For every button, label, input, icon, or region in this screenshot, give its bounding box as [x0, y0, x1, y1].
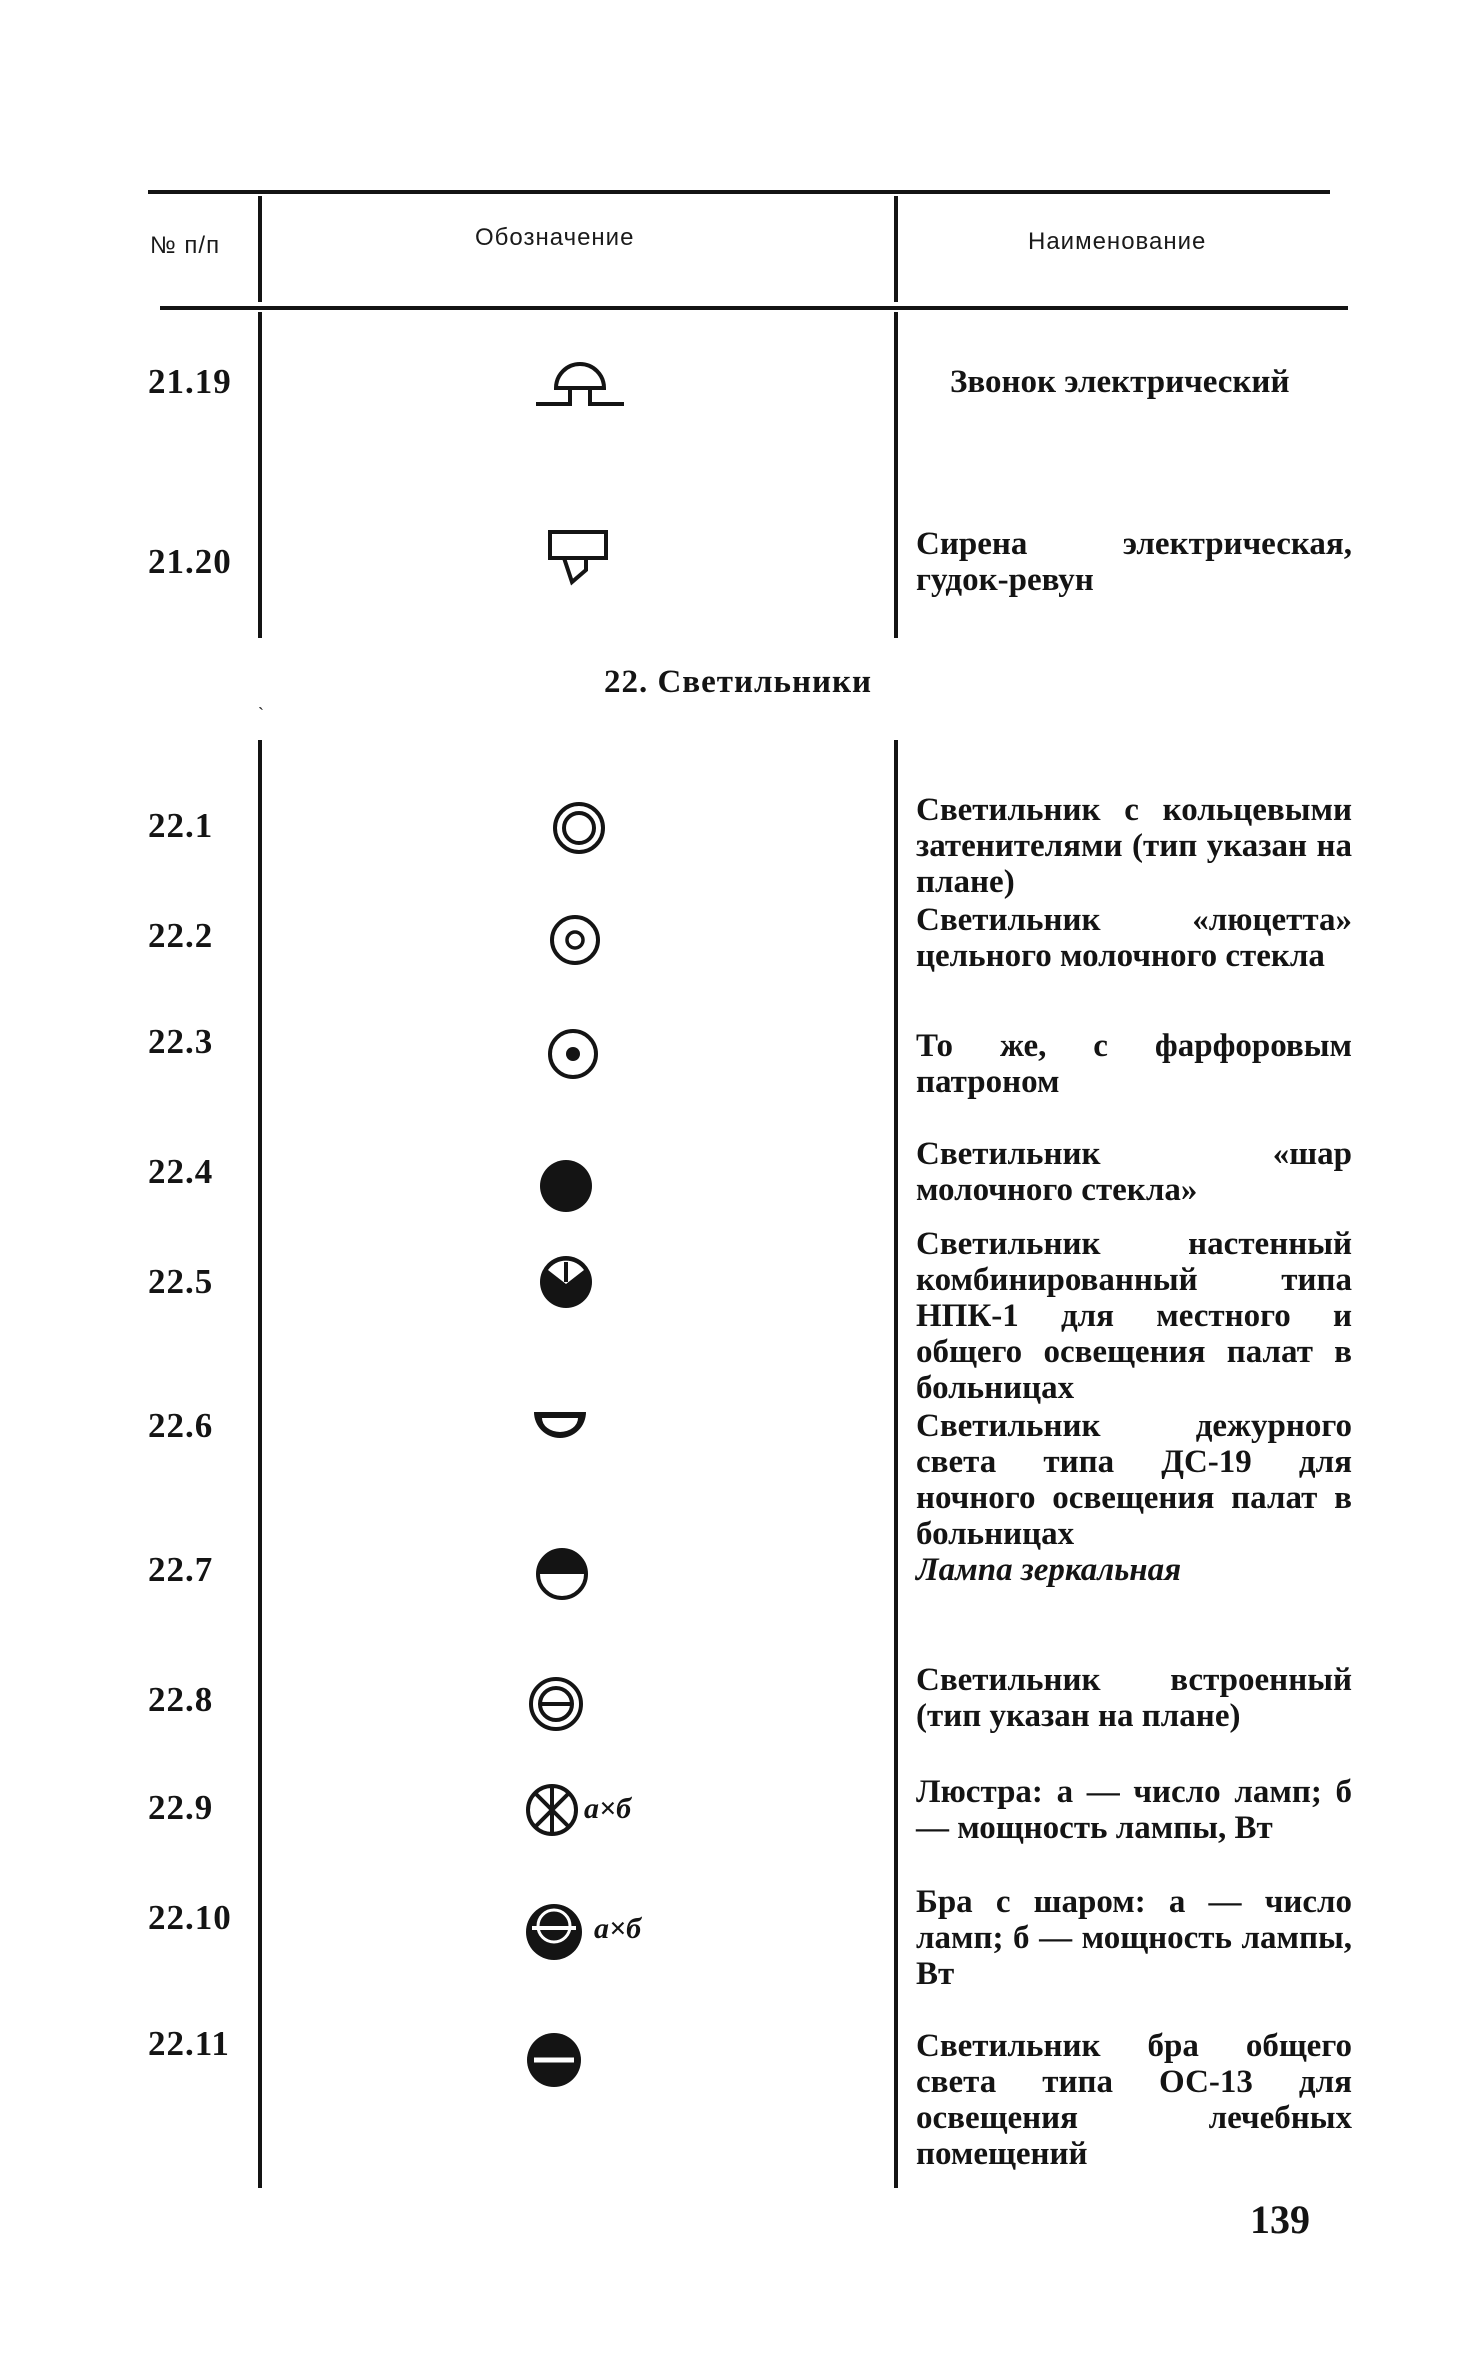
row-name: Бра с шаром: а — число ламп; б — мощность лампы, Вт: [916, 1884, 1352, 1992]
header-symbol: Обозначение: [475, 224, 635, 251]
porcelain-lamp-icon: [545, 1026, 601, 1082]
row-name: Светильник «шар молочного стекла»: [916, 1136, 1352, 1208]
row-number: 21.19: [148, 362, 232, 401]
row-number: 21.20: [148, 542, 232, 581]
row-number: 22.11: [148, 2024, 230, 2063]
row-number: 22.7: [148, 1550, 214, 1589]
formula-label: a×б: [594, 1912, 642, 1945]
siren-icon: [546, 528, 610, 588]
wall-combined-lamp-icon: [536, 1252, 596, 1312]
section-title: 22. Светильники: [603, 664, 873, 700]
page-number: 139: [1250, 2197, 1310, 2242]
column-divider-1-bottom: [258, 740, 262, 2188]
header-divider-1: [258, 196, 262, 302]
row-name: Светильник дежурного света типа ДС-19 для ночного освещения палат в больницах: [916, 1408, 1352, 1552]
milk-glass-ball-icon: [538, 1158, 594, 1214]
row-name: То же, с фарфоровым патроном: [916, 1028, 1352, 1100]
row-number: 22.10: [148, 1898, 232, 1937]
night-light-icon: [530, 1406, 590, 1446]
chandelier-icon: [522, 1780, 582, 1840]
row-number: 22.1: [148, 806, 214, 845]
sconce-general-icon: [524, 2030, 584, 2090]
ring-shade-lamp-icon: [551, 800, 607, 856]
row-name: Люстра: а — число ламп; б — мощность лампы, Вт: [916, 1774, 1352, 1846]
recessed-lamp-icon: [526, 1674, 586, 1734]
header-divider-2: [894, 196, 898, 302]
row-name: Светильник «люцетта» цельного молочного стекла: [916, 902, 1352, 974]
row-name: Светильник настенный комбинированный типа НПК-1 для местного и общего освещения палат в больницах: [916, 1226, 1352, 1406]
row-name: Светильник встроенный (тип указан на плане): [916, 1662, 1352, 1734]
mirror-lamp-icon: [532, 1544, 592, 1604]
row-number: 22.6: [148, 1406, 214, 1445]
row-name: Светильник с кольцевыми затенителями (тип указан на плане): [916, 792, 1352, 900]
lucetta-lamp-icon: [547, 912, 603, 968]
row-number: 22.5: [148, 1262, 214, 1301]
row-number: 22.9: [148, 1788, 214, 1827]
row-name: Лампа зеркальная: [916, 1552, 1182, 1588]
bell-icon: [532, 354, 628, 410]
stray-mark: ˏ: [258, 690, 264, 710]
header-name: Наименование: [1028, 228, 1207, 255]
row-number: 22.4: [148, 1152, 214, 1191]
header-bottom-rule: [160, 306, 1348, 310]
column-divider-2-top: [894, 312, 898, 638]
row-number: 22.3: [148, 1022, 214, 1061]
row-number: 22.8: [148, 1680, 214, 1719]
formula-label: a×б: [584, 1792, 632, 1825]
row-name: Светильник бра общего света типа ОС-13 для освещения лечебных помещений: [916, 2028, 1352, 2172]
column-divider-1-top: [258, 312, 262, 638]
header-number: № п/п: [150, 232, 221, 259]
table-top-rule: [148, 190, 1330, 194]
sconce-ball-icon: [522, 1900, 586, 1964]
row-number: 22.2: [148, 916, 214, 955]
row-name: Звонок электрический: [950, 364, 1290, 400]
column-divider-2-bottom: [894, 740, 898, 2188]
row-name: Сирена электрическая, гудок-ревун: [916, 526, 1352, 598]
